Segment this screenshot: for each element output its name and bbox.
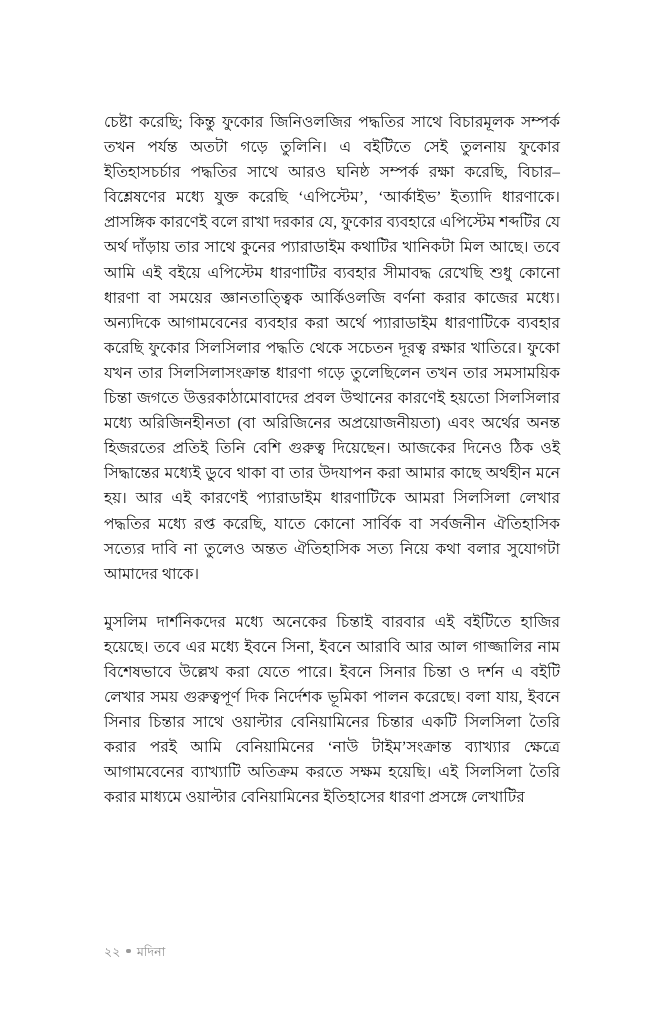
body-paragraph-2: মুসলিম দার্শনিকদের মধ্যে অনেকের চিন্তাই বারবার এই বইটিতে হাজির হয়েছে। তবে এর মধ্যে ইবনে সিনা, ইবনে আরাবি আর আল গাজ্জালির নাম বিশেষভাবে উল্লেখ করা যেতে পারে। ইবনে সিনার চিন্তা ও দর্শন এ বইটি লেখার সময় গুরুত্বপূর্ণ দিক নির্দেশক ভূমিকা পালন করেছে। বলা যায়, ইবনে সিনার চিন্তার সাথে ওয়াল্টার বেনিয়ামিনের চিন্তার একটি সিলসিলা তৈরি করার পরই আমি বেনিয়ামিনের ‘নাউ টাইম’সংক্রান্ত ব্যাখ্যার ক্ষেত্রে আগামবেনের ব্যাখ্যাটি অতিক্রম করতে সক্ষম হয়েছি। এই সিলসিলা তৈরি করার মাধ্যমে ওয়াল্টার বেনিয়ামিনের ইতিহাসের ধারণা প্রসঙ্গে লেখাটির — [104, 613, 560, 807]
footer-book-title: মদিনা — [136, 945, 166, 959]
page-text-block — [104, 110, 560, 811]
footer-page-number: ২২ — [104, 945, 121, 959]
body-paragraph-1: চেষ্টা করেছি; কিন্তু ফুকোর জিনিওলজির পদ্ধতির সাথে বিচারমূলক সম্পর্ক তখন পর্যন্ত অতটা গড়ে তুলিনি। এ বইটিতে সেই তুলনায় ফুকোর ইতিহাসচর্চার পদ্ধতির সাথে আরও ঘনিষ্ঠ সম্পর্ক রক্ষা করেছি, বিচার–বিশ্লেষণের মধ্যে যুক্ত করেছি ‘এপিস্টেম’, ‘আর্কাইভ’ ইত্যাদি ধারণাকে। প্রাসঙ্গিক কারণেই বলে রাখা দরকার যে, ফুকোর ব্যবহারে এপিস্টেম শব্দটির যে অর্থ দাঁড়ায় তার সাথে কুনের প্যারাডাইম কথাটির খানিকটা মিল আছে। তবে আমি এই বইয়ে এপিস্টেম ধারণাটির ব্যবহার সীমাবদ্ধ রেখেছি শুধু কোনো ধারণা বা সময়ের জ্ঞানতাত্ত্বিক আর্কিওলজি বর্ণনা করার কাজের মধ্যে। অন্যদিকে আগামবেনের ব্যবহার করা অর্থে প্যারাডাইম ধারণাটিকে ব্যবহার করেছি ফুকোর সিলসিলার পদ্ধতি থেকে সচেতন দূরত্ব রক্ষার খাতিরে। ফুকো যখন তার সিলসিলাসংক্রান্ত ধারণা গড়ে তুলেছিলেন তখন তার সমসাময়িক চিন্তা জগতে উত্তরকাঠামোবাদের প্রবল উত্থানের কারণেই হয়তো সিলসিলার মধ্যে অরিজিনহীনতা (বা অরিজিনের অপ্রয়োজনীয়তা) এবং অর্থের অনন্ত হিজরতের প্রতিই তিনি বেশি গুরুত্ব দিয়েছেন। আজকের দিনেও ঠিক ওই সিদ্ধান্তের মধ্যেই ডুবে থাকা বা তার উদযাপন করা আমার কাছে অর্থহীন মনে হয়। আর এই কারণেই প্যারাডাইম ধারণাটিকে আমরা সিলসিলা লেখার পদ্ধতির মধ্যে রপ্ত করেছি, যাতে কোনো সার্বিক বা সর্বজনীন ঐতিহাসিক সত্যের দাবি না তুলেও অন্তত ঐতিহাসিক সত্য নিয়ে কথা বলার সুযোগটা আমাদের থাকে। — [104, 114, 560, 583]
page-footer — [104, 944, 165, 960]
bullet-separator-icon — [126, 949, 131, 954]
